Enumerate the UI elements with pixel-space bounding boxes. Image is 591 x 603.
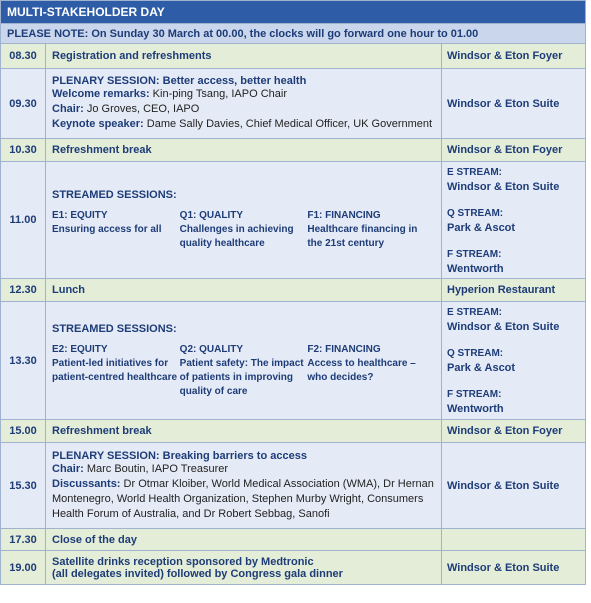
chair-value: Jo Groves, CEO, IAPO bbox=[83, 103, 200, 115]
location-cell: Windsor & Eton Foyer bbox=[442, 420, 586, 443]
streams bbox=[52, 209, 435, 251]
stream-topic: Access to healthcare – who decides? bbox=[307, 357, 416, 383]
row-1730 bbox=[1, 529, 586, 551]
stream-e bbox=[52, 343, 180, 399]
stream-topic: Patient-led initiatives for patient-centred healthcare bbox=[52, 357, 178, 383]
session-cell bbox=[46, 302, 442, 420]
stream-f bbox=[307, 343, 435, 399]
streams bbox=[52, 343, 435, 399]
session-cell bbox=[46, 69, 442, 139]
q-stream-location: Park & Ascot bbox=[447, 221, 516, 234]
stream-code: Q1: QUALITY bbox=[179, 210, 244, 221]
location-cell bbox=[442, 529, 586, 551]
time-cell: 09.30 bbox=[1, 69, 46, 139]
session-cell bbox=[46, 551, 442, 585]
time-cell: 15.00 bbox=[1, 420, 46, 443]
stream-code: F1: FINANCING bbox=[307, 210, 381, 221]
stream-code: F2: FINANCING bbox=[307, 343, 381, 355]
chair-line bbox=[52, 462, 435, 477]
location-cell: Windsor & Eton Suite bbox=[442, 551, 586, 585]
f-stream-location: Wentworth bbox=[447, 403, 504, 415]
location-cell: Windsor & Eton Foyer bbox=[442, 139, 586, 162]
dinner-line: (all delegates invited) followed by Congress gala dinner bbox=[52, 567, 343, 580]
session-cell: Lunch bbox=[46, 279, 442, 302]
q-stream-label: Q STREAM: bbox=[447, 348, 504, 359]
row-1500 bbox=[1, 420, 586, 443]
discussants-value: Dr Otmar Kloiber, World Medical Association (WMA), Dr Hernan Montenegro, World Health Organization, Stephen Murby Wright, Consumers Health Forum of Australia, and Dr Robert Sebbag, Sanofi bbox=[52, 477, 434, 520]
stream-e bbox=[52, 209, 180, 251]
discussants-label: Discussants: bbox=[52, 477, 121, 490]
e-stream-location: Windsor & Eton Suite bbox=[447, 321, 560, 333]
welcome-label: Welcome remarks: bbox=[52, 88, 150, 100]
session-cell: Close of the day bbox=[46, 529, 442, 551]
keynote-label: Keynote speaker: bbox=[52, 118, 144, 130]
welcome-line bbox=[52, 87, 435, 102]
stream-code: E2: EQUITY bbox=[52, 343, 108, 355]
reception-line: Satellite drinks reception sponsored by Medtronic bbox=[52, 555, 314, 568]
row-1100 bbox=[1, 162, 586, 279]
stream-code: E1: EQUITY bbox=[52, 210, 108, 221]
stream-topic: Patient safety: The impact of patients in improving quality of care bbox=[179, 357, 304, 397]
time-cell: 19.00 bbox=[1, 551, 46, 585]
note-row bbox=[1, 24, 586, 44]
chair-label: Chair: bbox=[52, 103, 84, 115]
session-title: PLENARY SESSION: Breaking barriers to access bbox=[52, 449, 307, 462]
row-1230 bbox=[1, 279, 586, 302]
location-cell: Windsor & Eton Foyer bbox=[442, 44, 586, 69]
stream-q bbox=[180, 209, 308, 251]
f-stream-location: Wentworth bbox=[447, 262, 504, 275]
time-cell: 11.00 bbox=[1, 162, 46, 279]
row-1530 bbox=[1, 443, 586, 529]
row-1330 bbox=[1, 302, 586, 420]
session-cell bbox=[46, 162, 442, 279]
stream-f bbox=[307, 209, 435, 251]
stream-topic: Challenges in achieving quality healthcare bbox=[179, 224, 294, 249]
stream-topic: Healthcare financing in the 21st century bbox=[307, 224, 418, 249]
stream-code: Q2: QUALITY bbox=[179, 343, 244, 355]
welcome-value: Kin-ping Tsang, IAPO Chair bbox=[149, 88, 287, 100]
session-cell: Refreshment break bbox=[46, 139, 442, 162]
row-1900 bbox=[1, 551, 586, 585]
session-cell: Refreshment break bbox=[46, 420, 442, 443]
q-stream-label: Q STREAM: bbox=[447, 207, 504, 219]
e-stream-label: E STREAM: bbox=[447, 307, 502, 318]
session-cell: Registration and refreshments bbox=[46, 44, 442, 69]
e-stream-location: Windsor & Eton Suite bbox=[447, 180, 560, 193]
location-cell: Windsor & Eton Suite bbox=[442, 69, 586, 139]
location-cell: Windsor & Eton Suite bbox=[442, 443, 586, 529]
f-stream-label: F STREAM: bbox=[447, 389, 502, 400]
e-stream-label: E STREAM: bbox=[447, 166, 502, 178]
clock-change-note: PLEASE NOTE: On Sunday 30 March at 00.00, the clocks will go forward one hour to 01.00 bbox=[1, 24, 586, 44]
time-cell: 15.30 bbox=[1, 443, 46, 529]
time-cell: 08.30 bbox=[1, 44, 46, 69]
chair-value: Marc Boutin, IAPO Treasurer bbox=[83, 462, 229, 475]
location-cell: Hyperion Restaurant bbox=[442, 279, 586, 302]
chair-line bbox=[52, 102, 435, 117]
row-0930 bbox=[1, 69, 586, 139]
session-title: STREAMED SESSIONS: bbox=[52, 322, 177, 335]
location-cell bbox=[442, 162, 586, 279]
row-1030 bbox=[1, 139, 586, 162]
f-stream-label: F STREAM: bbox=[447, 248, 502, 260]
stream-q bbox=[180, 343, 308, 399]
session-title: STREAMED SESSIONS: bbox=[52, 189, 177, 201]
chair-label: Chair: bbox=[52, 462, 84, 475]
location-cell bbox=[442, 302, 586, 420]
day-title: MULTI-STAKEHOLDER DAY bbox=[1, 1, 586, 24]
keynote-line bbox=[52, 117, 435, 132]
keynote-value: Dame Sally Davies, Chief Medical Officer, UK Government bbox=[143, 118, 433, 130]
q-stream-location: Park & Ascot bbox=[447, 362, 516, 374]
time-cell: 10.30 bbox=[1, 139, 46, 162]
discussants-line bbox=[52, 477, 435, 522]
row-0830 bbox=[1, 44, 586, 69]
header-row bbox=[1, 1, 586, 24]
time-cell: 13.30 bbox=[1, 302, 46, 420]
session-cell bbox=[46, 443, 442, 529]
session-title: PLENARY SESSION: Better access, better health bbox=[52, 75, 307, 87]
stream-topic: Ensuring access for all bbox=[52, 224, 162, 235]
time-cell: 17.30 bbox=[1, 529, 46, 551]
time-cell: 12.30 bbox=[1, 279, 46, 302]
